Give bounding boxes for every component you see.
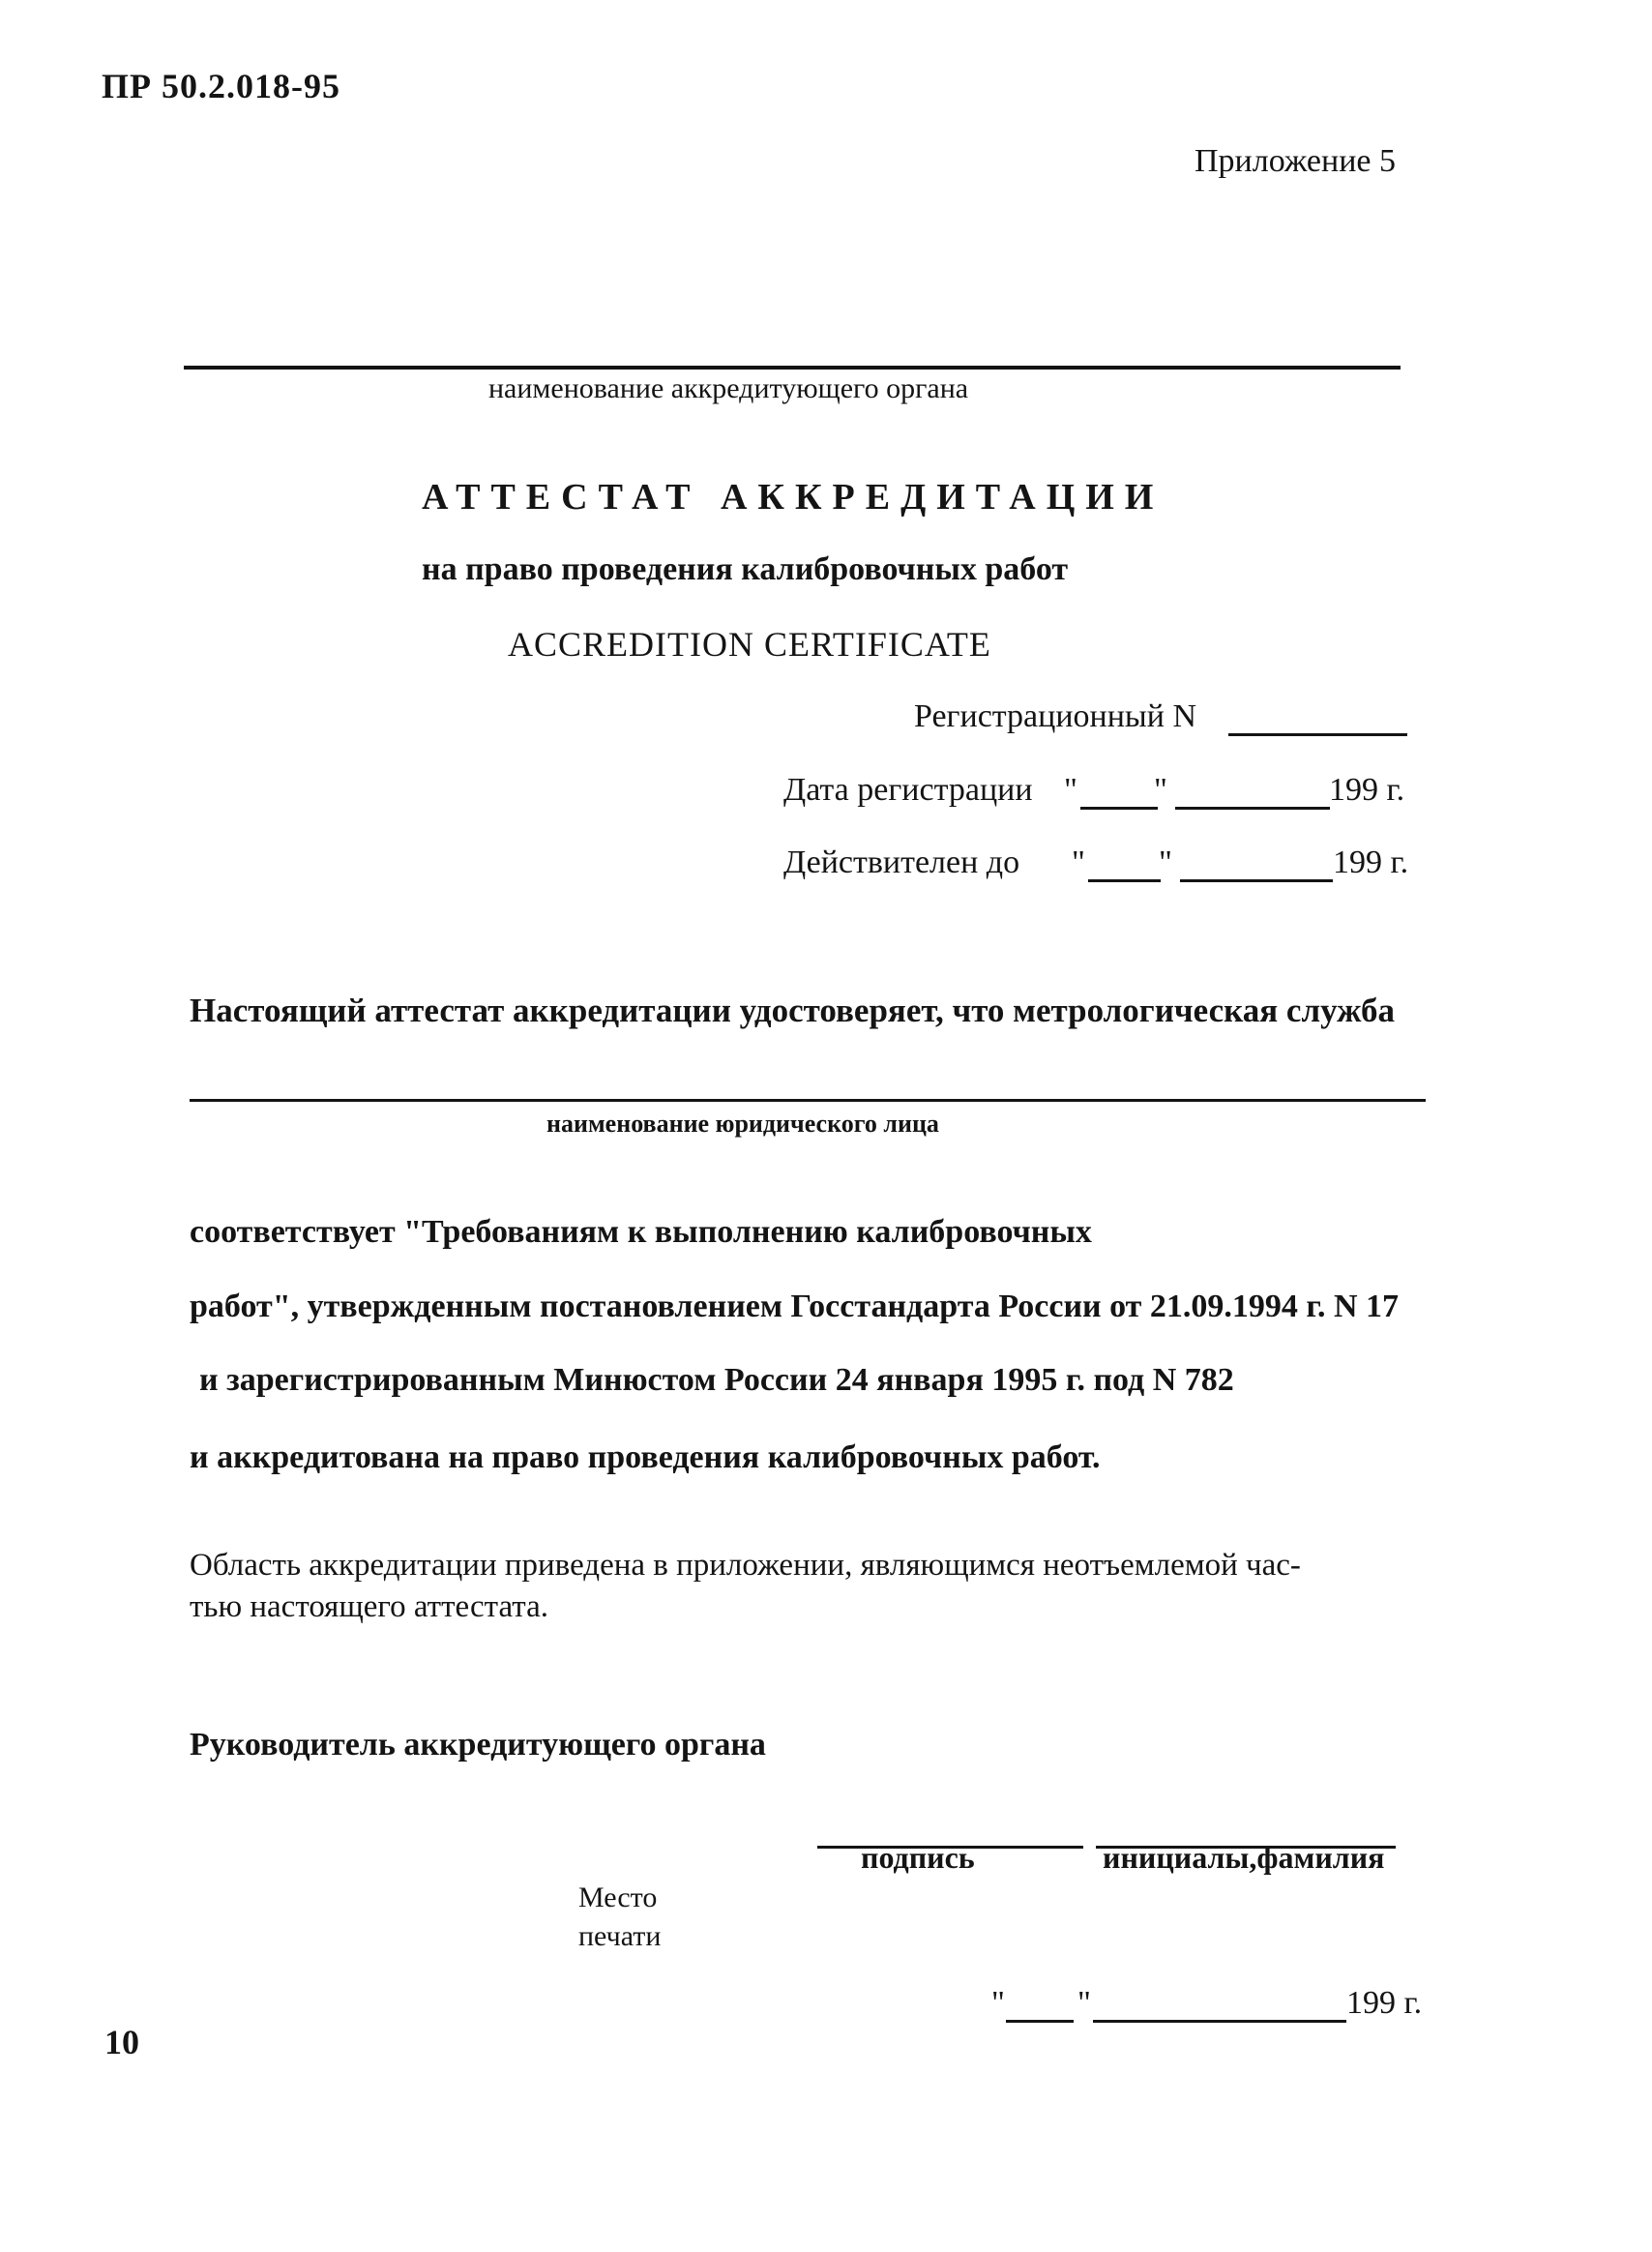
valid-until-quote-close: " [1159, 844, 1172, 880]
registration-day-blank [1080, 807, 1158, 810]
paragraph-line: и аккредитована на право проведения калибровочных работ. [190, 1439, 1101, 1475]
appendix-label: Приложение 5 [1195, 143, 1396, 179]
valid-until-day-blank [1088, 879, 1161, 882]
signature-caption: подпись [861, 1840, 975, 1875]
registration-number-blank [1228, 733, 1407, 736]
signature-day-blank [1006, 2020, 1074, 2023]
stamp-place-label: Место [578, 1882, 658, 1913]
intro-text: Настоящий аттестат аккредитации удостоверяет, что метрологическая служба [190, 992, 1396, 1029]
signature-date-quote-close: " [1077, 1985, 1091, 2021]
page-number: 10 [104, 2023, 139, 2061]
head-of-body-label: Руководитель аккредитующего органа [190, 1727, 766, 1763]
valid-until-year: 199 г. [1333, 844, 1409, 880]
certificate-title: АТТЕСТАТ АККРЕДИТАЦИИ [422, 477, 1165, 518]
registration-number-label: Регистрационный N [914, 698, 1197, 734]
valid-until-label: Действителен до [783, 844, 1020, 880]
name-caption: инициалы,фамилия [1103, 1840, 1385, 1875]
registration-date-quote-close: " [1154, 772, 1167, 808]
registration-date-label: Дата регистрации [783, 772, 1033, 808]
accrediting-body-blank [184, 366, 1401, 370]
signature-date-quote-open: " [991, 1985, 1005, 2021]
legal-entity-caption: наименование юридического лица [546, 1110, 939, 1138]
registration-year: 199 г. [1329, 772, 1405, 808]
paragraph-line: и зарегистрированным Минюстом России 24 января 1995 г. под N 782 [199, 1362, 1234, 1398]
registration-date-quote-open: " [1064, 772, 1077, 808]
document-code: ПР 50.2.018-95 [102, 67, 340, 105]
stamp-place-label: печати [578, 1920, 662, 1952]
valid-until-quote-open: " [1072, 844, 1085, 880]
scope-text-line: тью настоящего аттестата. [190, 1589, 548, 1624]
signature-month-blank [1093, 2020, 1346, 2023]
valid-until-month-blank [1180, 879, 1333, 882]
registration-month-blank [1175, 807, 1330, 810]
paragraph-line: работ", утвержденным постановлением Госстандарта России от 21.09.1994 г. N 17 [190, 1289, 1400, 1324]
signature-year: 199 г. [1346, 1985, 1423, 2021]
certificate-title-english: ACCREDITION CERTIFICATE [508, 625, 991, 664]
certificate-subtitle: на право проведения калибровочных работ [422, 551, 1069, 587]
accrediting-body-caption: наименование аккредитующего органа [488, 372, 969, 404]
paragraph-line: соответствует "Требованиям к выполнению калибровочных [190, 1214, 1092, 1250]
scope-text-line: Область аккредитации приведена в приложении, являющимся неотъемлемой час- [190, 1548, 1301, 1583]
legal-entity-blank [190, 1099, 1426, 1102]
